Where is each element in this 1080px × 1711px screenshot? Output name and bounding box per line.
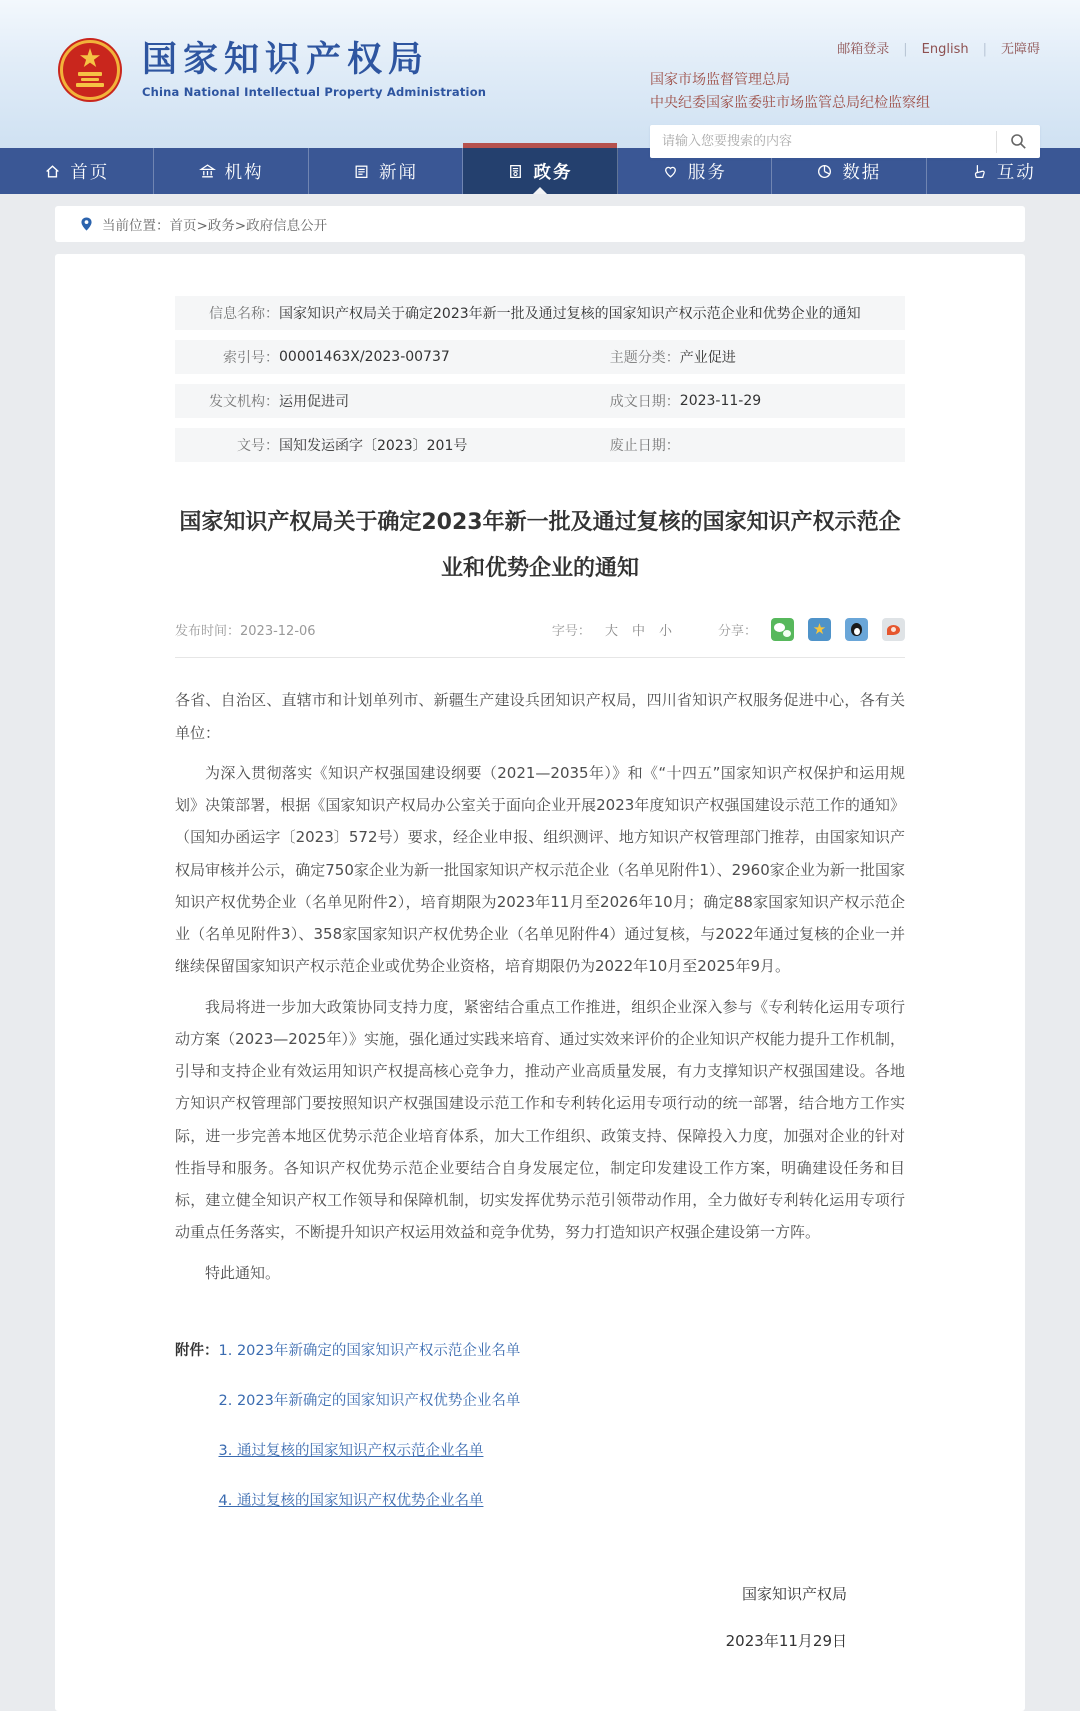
attachment-link-3[interactable]: 3. 通过复核的国家知识产权示范企业名单 [218,1442,484,1459]
mail-login-link[interactable]: 邮箱登录 [837,42,890,57]
info-label: 主题分类： [609,350,680,366]
government-icon [507,163,524,180]
wechat-share-icon[interactable] [771,618,794,641]
info-row [175,428,905,462]
info-label: 索引号： [223,350,279,366]
signature-block [175,1583,905,1651]
divider: | [982,42,987,57]
info-label: 废止日期： [609,438,680,454]
body-paragraph: 我局将进一步加大政策协同支持力度，紧密结合重点工作推进，组织企业深入参与《专利转化运用专项行动方案（2023—2025年）》实施，强化通过实践来培育、通过实效来评价的企业知识产权能力提升工作机制，引导和支持企业有效运用知识产权提高核心竞争力，推动产业高质量发展，有力支撑知识产权强国建设。各地方知识产权管理部门要按照知识产权强国建设示范工作和专利转化运用专项行动的统一部署，结合地方工作实际，进一步完善本地区优势示范企业培育体系，加大工作组织、政策支持、保障投入力度，加强对企业的针对性指导和服务。各知识产权优势示范企业要结合自身发展定位，制定印发建设工作方案，明确建设任务和目标，建立健全知识产权工作领导和保障机制，切实发挥优势示范引领带动作用，全力做好专利转化运用专项行动重点任务落实，不断提升知识产权运用效益和竞争优势，努力打造知识产权强企建设第一方阵。 [175,997,905,1242]
institution-icon [199,163,216,180]
attachment-link-2[interactable]: 2. 2023年新确定的国家知识产权优势企业名单 [218,1392,521,1409]
article-meta-bar [175,618,905,658]
info-row [175,340,905,374]
nav-item-news[interactable]: 新闻 [309,148,463,194]
site-header [0,0,1080,148]
info-label: 信息名称： [209,306,279,322]
salutation-paragraph: 各省、自治区、直辖市和计划单列市、新疆生产建设兵团知识产权局，四川省知识产权服务促进中心，各有关单位： [175,691,905,742]
samr-link[interactable]: 国家市场监督管理总局 [650,72,790,88]
location-pin-icon [79,216,94,232]
document-info-table [175,296,905,462]
attachment-link-1[interactable]: 1. 2023年新确定的国家知识产权示范企业名单 [218,1342,521,1359]
fontsize-label: 字号： [551,624,591,640]
info-row-name [175,296,905,330]
info-value: 2023-11-29 [679,393,762,409]
qq-share-icon[interactable] [845,618,868,641]
info-value: 国家知识产权局关于确定2023年新一批及通过复核的国家知识产权示范企业和优势企业的通知 [279,306,861,322]
nav-item-institution[interactable]: 机构 [154,148,308,194]
service-icon [662,163,679,180]
nav-item-home[interactable]: 首页 [0,148,154,194]
attachments-section [175,1337,905,1537]
nav-item-service[interactable]: 服务 [618,148,772,194]
attachments-label: 附件： [175,1342,219,1359]
site-brand[interactable] [56,36,486,104]
related-agency-links [650,69,1040,115]
body-paragraph: 为深入贯彻落实《知识产权强国建设纲要（2021—2035年）》和《“十四五”国家知识产权保护和运用规划》决策部署，根据《国家知识产权局办公室关于面向企业开展2023年度知识产权强国建设示范工作的通知》（国知办函运字〔2023〕572号）要求，经企业申报、组织测评、地方知识产权管理部门推荐，由国家知识产权局审核并公示，确定750家企业为新一批国家知识产权示范企业（名单见附件1）、2960家企业为新一批国家知识产权优势企业（名单见附件2），培育期限为2023年11月至2026年10月；确定88家国家知识产权示范企业（名单见附件3）、358家国家知识产权优势企业（名单见附件4）通过复核，与2022年通过复核的企业一并继续保留国家知识产权示范企业或优势企业资格，培育期限仍为2022年10月至2025年9月。 [175,763,905,976]
main-navigation [0,148,1080,194]
home-icon [44,163,61,180]
active-tab-accent [463,143,616,148]
info-value: 产业促进 [679,350,736,366]
fontsize-control [552,620,672,639]
fontsize-medium-button[interactable]: 中 [631,624,645,640]
signature-org: 国家知识产权局 [741,1584,847,1603]
header-utility-links [650,38,1040,57]
interact-icon [971,163,988,180]
info-label: 发文机构： [209,394,279,410]
breadcrumb-prefix: 当前位置： [102,218,170,234]
news-icon [353,163,370,180]
info-label: 文号： [237,438,279,454]
fontsize-large-button[interactable]: 大 [604,624,618,640]
fontsize-small-button[interactable]: 小 [658,624,672,640]
national-emblem-logo [56,36,124,104]
english-link[interactable]: English [921,42,969,57]
accessibility-link[interactable]: 无障碍 [1000,42,1040,57]
info-row [175,384,905,418]
info-value: 国知发运函字〔2023〕201号 [279,438,468,454]
closing-paragraph: 特此通知。 [205,1263,281,1282]
info-value: 运用促进司 [279,394,349,410]
share-control [718,618,905,641]
article-body [175,684,905,1289]
breadcrumb [55,206,1025,242]
attachment-link-4[interactable]: 4. 通过复核的国家知识产权优势企业名单 [218,1492,484,1509]
nav-item-government-active[interactable]: 政务 [463,148,617,194]
site-title-english: China National Intellectual Property Administration [142,85,487,100]
article-title: 国家知识产权局关于确定2023年新一批及通过复核的国家知识产权示范企业和优势企业的通知 [179,510,901,582]
active-tab-arrow [533,187,547,194]
weibo-share-icon[interactable] [882,618,905,641]
divider: | [903,42,908,57]
info-value: 00001463X/2023-00737 [279,349,450,365]
content-card [55,254,1025,1711]
site-title: 国家知识产权局 [142,39,430,80]
nav-item-data[interactable]: 数据 [772,148,926,194]
publish-date: 发布时间：2023-12-06 [175,624,316,640]
signature-date: 2023年11月29日 [725,1631,847,1650]
discipline-inspection-link[interactable]: 中央纪委国家监委驻市场监管总局纪检监察组 [650,95,930,112]
breadcrumb-path[interactable]: 首页>政务>政府信息公开 [169,218,328,234]
data-icon [816,163,833,180]
nav-item-interact[interactable]: 互动 [927,148,1080,194]
share-label: 分享： [717,624,757,640]
info-label: 成文日期： [609,394,680,410]
qzone-share-icon[interactable]: ★ [808,618,831,641]
